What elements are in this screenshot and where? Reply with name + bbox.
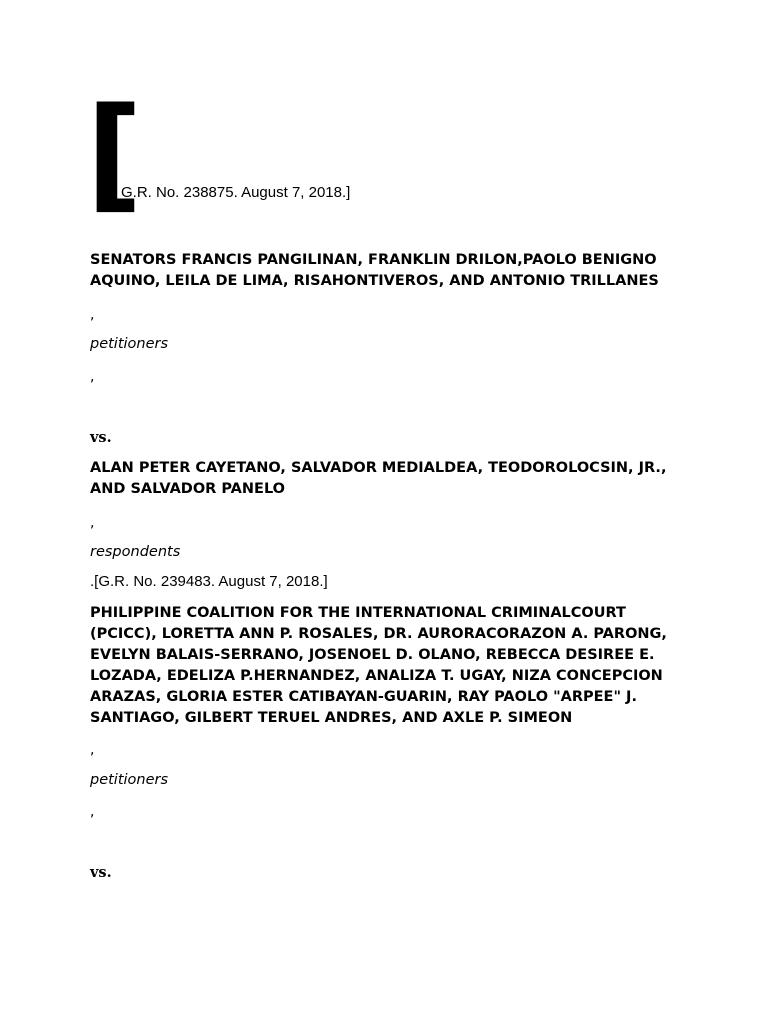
comma-separator: , — [90, 307, 95, 323]
petitioners-label-1: petitioners — [90, 336, 169, 352]
comma-separator: , — [90, 369, 95, 385]
case-number-2: .[G.R. No. 239483. August 7, 2018.] — [90, 573, 328, 590]
comma-separator: , — [90, 742, 95, 758]
petitioners-names-2: PHILIPPINE COALITION FOR THE INTERNATIONAL CRIMINALCOURT (PCICC), LORETTA ANN P. ROSALES, DR. AURORACORAZON A. PARONG, EVELYN BALAIS-SERRANO, JOSENOEL D. OLANO, REBECCA DESIREE E. LOZADA, EDELIZA P.HERNANDEZ, ANALIZA T. UGAY, NIZA CONCEPCION ARAZAS, GLORIA ESTER CATIBAYAN-GUARIN, RAY PAOLO "ARPEE" J. SANTIAGO, GILBERT TERUEL ANDRES, AND AXLE P. SIMEON — [90, 605, 667, 726]
comma-separator: , — [90, 804, 95, 820]
respondents-label-1: respondents — [90, 544, 181, 560]
comma-separator: , — [90, 515, 95, 531]
petitioners-label-2: petitioners — [90, 772, 169, 788]
versus-1: vs. — [90, 429, 112, 446]
petitioners-names-1: SENATORS FRANCIS PANGILINAN, FRANKLIN DRILON,PAOLO BENIGNO AQUINO, LEILA DE LIMA, RISAHONTIVEROS, AND ANTONIO TRILLANES — [90, 252, 659, 289]
case-number-1: G.R. No. 238875. August 7, 2018.] — [121, 184, 351, 201]
opening-bracket: [ — [86, 82, 143, 226]
versus-2: vs. — [90, 864, 112, 881]
respondents-names-1: ALAN PETER CAYETANO, SALVADOR MEDIALDEA, TEODOROLOCSIN, JR., AND SALVADOR PANELO — [90, 460, 667, 497]
